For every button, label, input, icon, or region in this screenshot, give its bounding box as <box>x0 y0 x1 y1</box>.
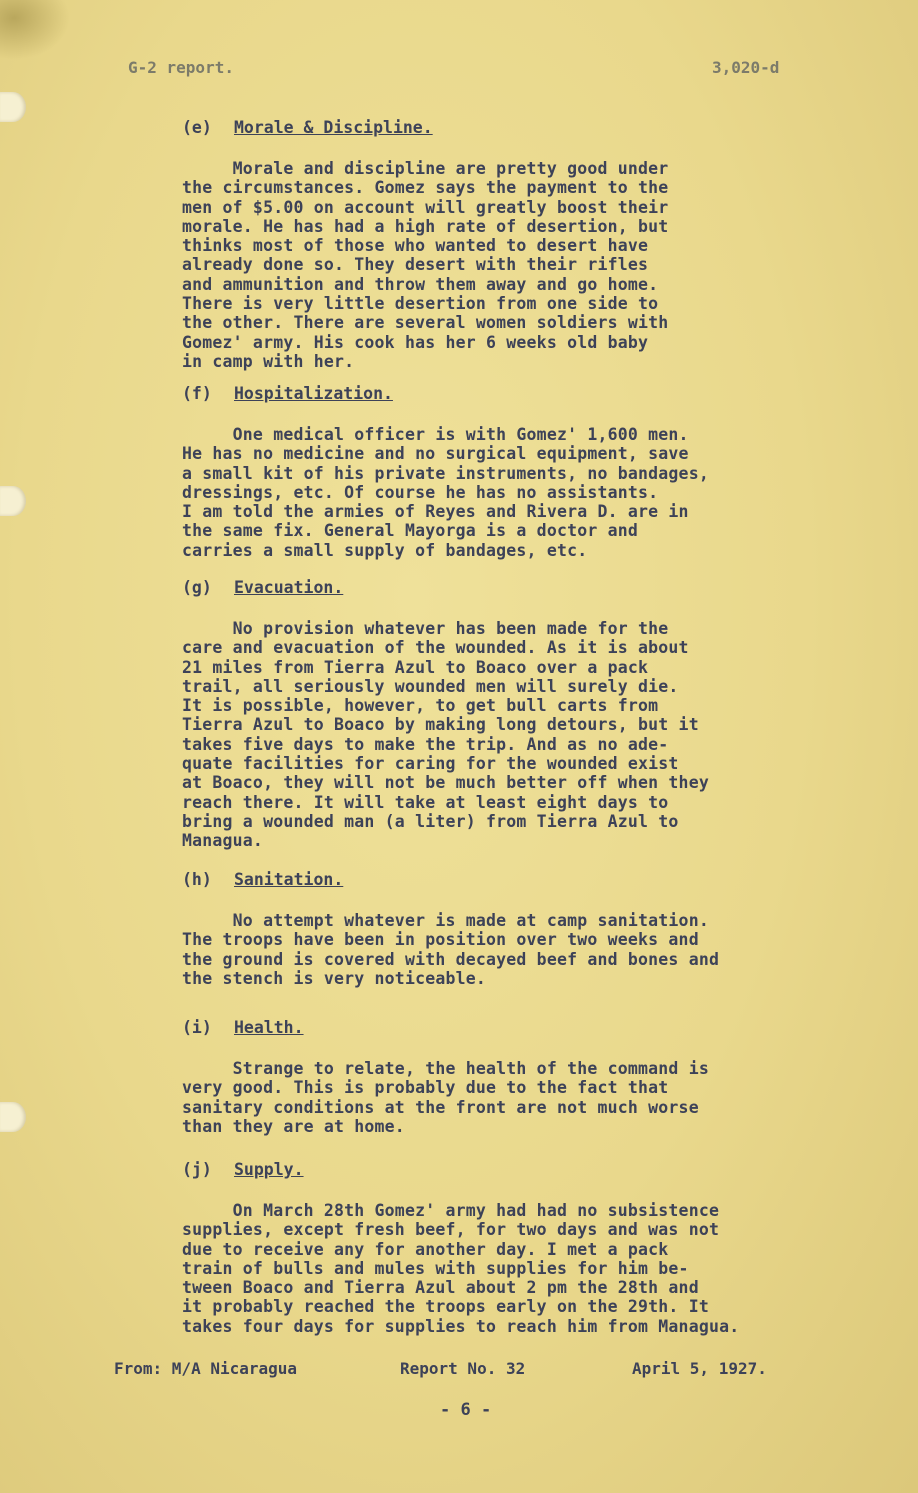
section-mark: (g) <box>182 578 212 597</box>
section-heading <box>182 384 822 403</box>
page-number: - 6 - <box>440 1400 492 1420</box>
text-line: He has no medicine and no surgical equipment, save <box>182 444 689 464</box>
section-mark: (i) <box>182 1018 212 1037</box>
section-mark: (j) <box>182 1160 212 1179</box>
text-line: carries a small supply of bandages, etc. <box>182 540 588 560</box>
section-supply <box>182 1160 822 1336</box>
text-line: Tierra Azul to Boaco by making long detours, but it <box>182 715 699 735</box>
section-title: Hospitalization. <box>234 384 393 403</box>
text-line: tween Boaco and Tierra Azul about 2 pm the 28th and <box>182 1278 699 1298</box>
text-line: No attempt whatever is made at camp sanitation. <box>182 911 709 930</box>
section-mark: (h) <box>182 870 212 889</box>
footer-date: April 5, 1927. <box>632 1359 767 1378</box>
text-line: the circumstances. Gomez says the payment to the <box>182 178 669 198</box>
section-heading <box>182 1160 822 1179</box>
text-line: train of bulls and mules with supplies for him be- <box>182 1258 689 1278</box>
section-title: Health. <box>234 1018 304 1037</box>
section-heading <box>182 578 822 597</box>
text-line: supplies, except fresh beef, for two days and was not <box>182 1220 720 1240</box>
text-line: the other. There are several women soldiers with <box>182 313 669 333</box>
text-line: very good. This is probably due to the fact that <box>182 1078 669 1098</box>
text-line: On March 28th Gomez' army had had no subsistence <box>182 1201 720 1220</box>
text-line: dressings, etc. Of course he has no assistants. <box>182 482 659 502</box>
text-line: trail, all seriously wounded men will surely die. <box>182 676 679 696</box>
section-hospitalization <box>182 384 822 560</box>
section-paragraph <box>182 1201 822 1336</box>
section-paragraph <box>182 1059 822 1136</box>
section-mark: (f) <box>182 384 212 403</box>
report-header-left: G-2 report. <box>128 58 234 77</box>
text-line: quate facilities for caring for the wounded exist <box>182 754 679 774</box>
punch-hole <box>0 486 26 516</box>
text-line: There is very little desertion from one side to <box>182 294 659 314</box>
section-heading <box>182 870 822 889</box>
text-line: already done so. They desert with their rifles <box>182 255 649 275</box>
section-title: Evacuation. <box>234 578 344 597</box>
text-line: morale. He has had a high rate of desertion, but <box>182 216 669 236</box>
text-line: takes five days to make the trip. And as no ade- <box>182 734 669 754</box>
text-line: the ground is covered with decayed beef and bones and <box>182 949 720 969</box>
text-line: The troops have been in position over two weeks and <box>182 930 699 950</box>
text-line: men of $5.00 on account will greatly boost their <box>182 197 669 217</box>
text-line: in camp with her. <box>182 351 355 371</box>
text-line: Managua. <box>182 831 264 851</box>
text-line: than they are at home. <box>182 1116 405 1136</box>
section-paragraph <box>182 619 822 851</box>
text-line: thinks most of those who wanted to desert have <box>182 236 649 256</box>
text-line: it probably reached the troops early on the 29th. It <box>182 1297 709 1317</box>
footer-report-number: Report No. 32 <box>400 1359 526 1378</box>
text-line: due to receive any for another day. I met a pack <box>182 1239 669 1259</box>
text-line: Morale and discipline are pretty good under <box>182 159 669 178</box>
text-line: reach there. It will take at least eight days to <box>182 792 669 812</box>
footer-from: From: M/A Nicaragua <box>114 1359 298 1378</box>
punch-hole <box>0 92 26 122</box>
file-number: 3,020-d <box>712 58 780 77</box>
text-line: 21 miles from Tierra Azul to Boaco over a pack <box>182 657 649 677</box>
paper-stain <box>0 0 70 60</box>
text-line: the stench is very noticeable. <box>182 968 487 988</box>
section-heading <box>182 118 822 137</box>
text-line: bring a wounded man (a liter) from Tierra Azul to <box>182 811 679 831</box>
section-paragraph <box>182 159 822 371</box>
text-line: One medical officer is with Gomez' 1,600 men. <box>182 425 689 444</box>
section-health <box>182 1018 822 1136</box>
text-line: sanitary conditions at the front are not much worse <box>182 1097 699 1117</box>
section-paragraph <box>182 425 822 560</box>
text-line: and ammunition and throw them away and go home. <box>182 274 659 294</box>
text-line: It is possible, however, to get bull carts from <box>182 696 659 716</box>
section-title: Sanitation. <box>234 870 344 889</box>
text-line: I am told the armies of Reyes and Rivera D. are in <box>182 502 689 522</box>
text-line: Strange to relate, the health of the command is <box>182 1059 709 1078</box>
text-line: Gomez' army. His cook has her 6 weeks old baby <box>182 332 649 352</box>
section-paragraph <box>182 911 822 988</box>
text-line: No provision whatever has been made for the <box>182 619 669 638</box>
text-line: a small kit of his private instruments, no bandages, <box>182 463 709 483</box>
section-heading <box>182 1018 822 1037</box>
text-line: at Boaco, they will not be much better off when they <box>182 773 709 793</box>
section-title: Supply. <box>234 1160 304 1179</box>
section-title: Morale & Discipline. <box>234 118 433 137</box>
section-morale-discipline <box>182 118 822 371</box>
section-sanitation <box>182 870 822 988</box>
text-line: care and evacuation of the wounded. As it is about <box>182 638 689 658</box>
text-line: takes four days for supplies to reach him from Managua. <box>182 1316 740 1336</box>
section-evacuation <box>182 578 822 851</box>
section-mark: (e) <box>182 118 212 137</box>
punch-hole <box>0 1102 26 1132</box>
text-line: the same fix. General Mayorga is a doctor and <box>182 521 639 541</box>
